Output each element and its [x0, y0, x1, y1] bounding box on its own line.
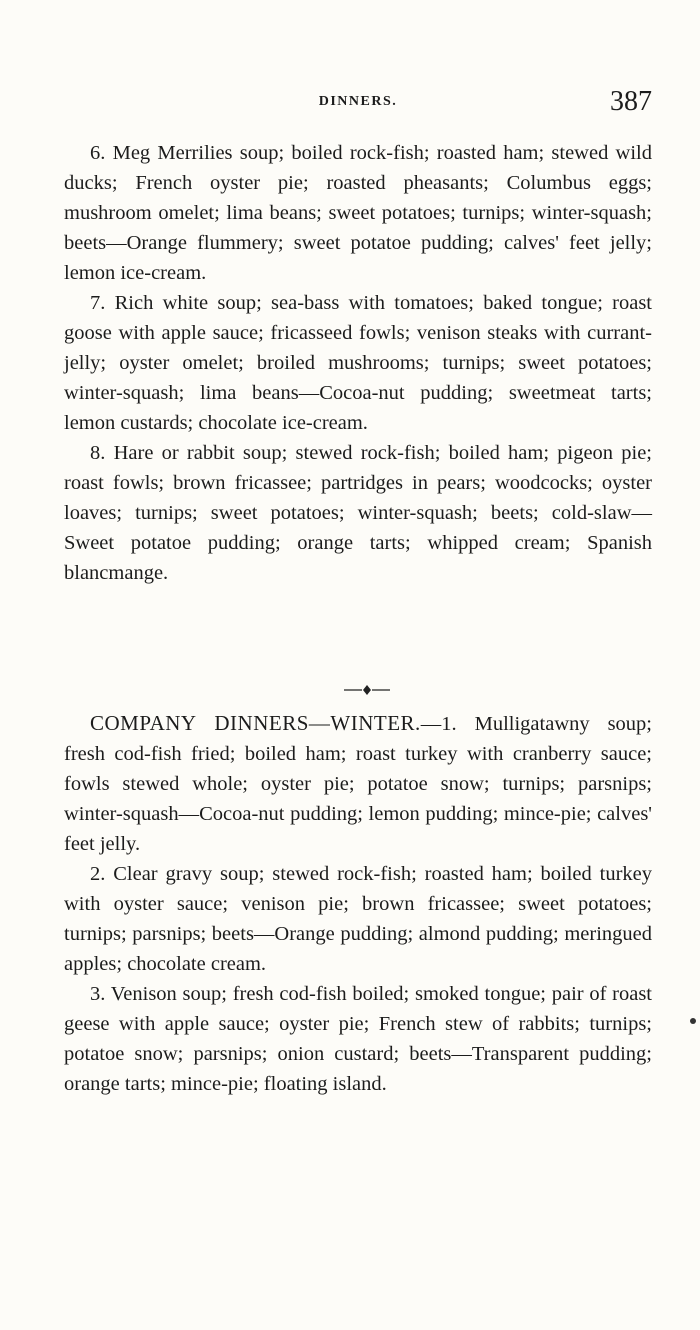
ink-speck — [690, 1018, 696, 1024]
menu-paragraph: 8. Hare or rabbit soup; stewed rock-fish; boiled ham; pigeon pie; roast fowls; brown fricassee; partridges in pears; woodcocks; oyster loaves; turnips; sweet potatoes; winter-squash; beets; cold-slaw—Sweet potatoe pudding; orange tarts; whipped cream; Spanish blancmange. — [64, 442, 652, 584]
menu-text: —1. Mulligatawny soup; fresh cod-fish fried; boiled ham; roast turkey with cranberry sauce; fowls stewed whole; oyster pie; potatoe snow; turnips; parsnips; winter-squash—Cocoa-nut pudding; lemon pudding; mince-pie; calves' feet jelly. — [64, 713, 653, 855]
section-lead-paragraph — [64, 708, 652, 859]
menu-paragraph: 7. Rich white soup; sea-bass with tomatoes; baked tongue; roast goose with apple sauce; fricasseed fowls; venison steaks with currant-jelly; oyster omelet; broiled mushrooms; turnips; sweet potatoes; winter-squash; lima beans—Cocoa-nut pudding; sweetmeat tarts; lemon custards; chocolate ice-cream. — [64, 292, 652, 434]
page-number: 387 — [610, 86, 652, 117]
section-heading: COMPANY DINNERS—WINTER. — [90, 711, 421, 735]
running-head — [64, 86, 652, 120]
menu-paragraph: 3. Venison soup; fresh cod-fish boiled; smoked tongue; pair of roast geese with apple sauce; oyster pie; French stew of rabbits; turnips; potatoe snow; parsnips; onion custard; beets—Transparent pudding; orange tarts; mince-pie; floating island. — [64, 983, 652, 1095]
company-dinners-winter-section — [64, 708, 652, 1099]
running-head-title: DINNERS. — [318, 94, 398, 109]
menu-list — [64, 138, 652, 588]
section-divider — [340, 683, 394, 697]
menu-paragraph: 6. Meg Merrilies soup; boiled rock-fish; roasted ham; stewed wild ducks; French oyster pie; roasted pheasants; Columbus eggs; mushroom omelet; lima beans; sweet potatoes; turnips; winter-squash; beets—Orange flummery; sweet potatoe pudding; calves' feet jelly; lemon ice-cream. — [64, 142, 652, 284]
menu-paragraph: 2. Clear gravy soup; stewed rock-fish; roasted ham; boiled turkey with oyster sauce; venison pie; brown fricassee; sweet potatoes; turnips; parsnips; beets—Orange pudding; almond pudding; meringued apples; chocolate cream. — [64, 863, 652, 975]
